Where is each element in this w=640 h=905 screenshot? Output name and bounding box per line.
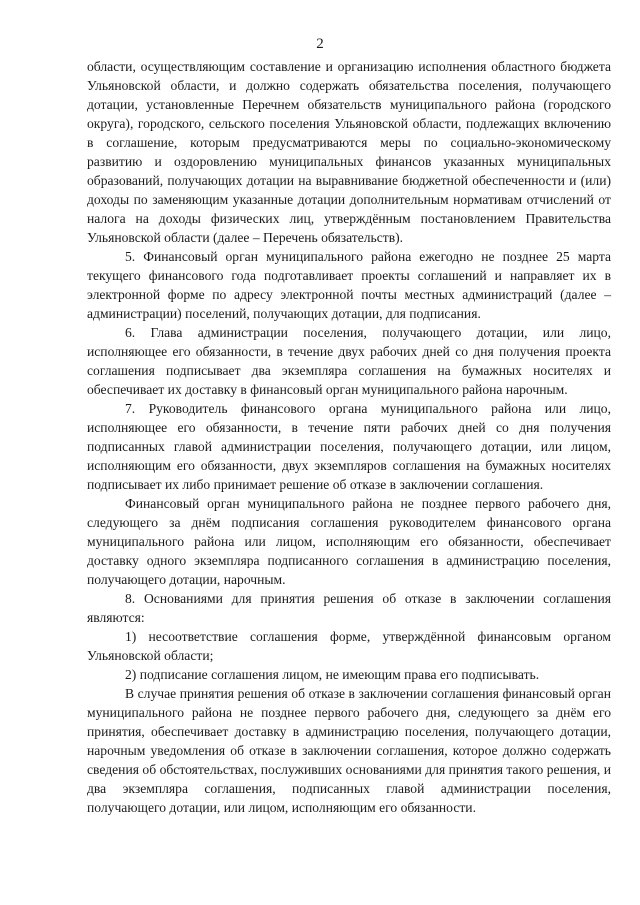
paragraph-item-7-delivery: Финансовый орган муниципального района не позднее первого рабочего дня, следующего за днём подписания соглашения руководителем финансового органа муниципального района или лицом, исполняющим его обязанности, обеспечивает доставку одного экземпляра подписанного соглашения в администрацию поселения, получающего дотации, нарочным. [87,496,611,587]
paragraph-item-8-reason-2: 2) подписание соглашения лицом, не имеющим права его подписывать. [125,667,540,682]
paragraph-item-7: 7. Руководитель финансового органа муниципального района или лицо, исполняющее его обязанности, в течение пяти рабочих дней со дня получения подписанных главой администрации поселения, получающего дотации, или лицом, исполняющим его обязанности, двух экземпляров соглашения на бумажных носителях подписывает их либо принимает решение об отказе в заключении соглашения. [87,401,611,492]
paragraph-perechen-obyazatelstv: области, осуществляющим составление и организацию исполнения областного бюджета Ульяновской области, и должно содержать обязательства поселения, получающего дотации, установленные Перечнем обязательств муниципального района (городского округа), городского, сельского поселения Ульяновской области, подлежащих включению в соглашение, которым предусматриваются меры по социально-экономическому развитию и оздоровлению муниципальных финансов указанных муниципальных образований, получающих дотации на выравнивание бюджетной обеспеченности и (или) доходы по заменяющим указанные дотации дополнительным нормативам отчислений от налога на доходы физических лиц, утверждённым постановлением Правительства Ульяновской области (далее – Перечень обязательств). [87,59,611,245]
paragraph-refusal-notice: В случае принятия решения об отказе в заключении соглашения финансовый орган муниципального района не позднее первого рабочего дня, следующего за днём его принятия, обеспечивает доставку в администрацию поселения, получающего дотации, нарочным уведомления об отказе в заключении соглашения, которое должно содержать сведения об обстоятельствах, послуживших основаниями для принятия такого решения, и два экземпляра соглашения, подписанных главой администрации поселения, получающего дотации, или лицом, исполняющим его обязанности. [87,686,611,815]
paragraph-item-8: 8. Основаниями для принятия решения об отказе в заключении соглашения являются: [87,591,611,625]
paragraph-item-8-reason-1: 1) несоответствие соглашения форме, утверждённой финансовым органом Ульяновской области; [87,629,611,663]
document-body [87,57,611,817]
paragraph-item-5: 5. Финансовый орган муниципального района ежегодно не позднее 25 марта текущего финансового года подготавливает проекты соглашений и направляет их в электронной форме по адресу электронной почты местных администраций (далее – администрации) поселений, получающих дотации, для подписания. [87,249,611,321]
page-number: 2 [316,36,324,52]
paragraph-item-6: 6. Глава администрации поселения, получающего дотации, или лицо, исполняющее его обязанности, в течение двух рабочих дней со дня получения проекта соглашения подписывает два экземпляра соглашения на бумажных носителях и обеспечивает их доставку в финансовый орган муниципального района нарочным. [87,325,611,397]
